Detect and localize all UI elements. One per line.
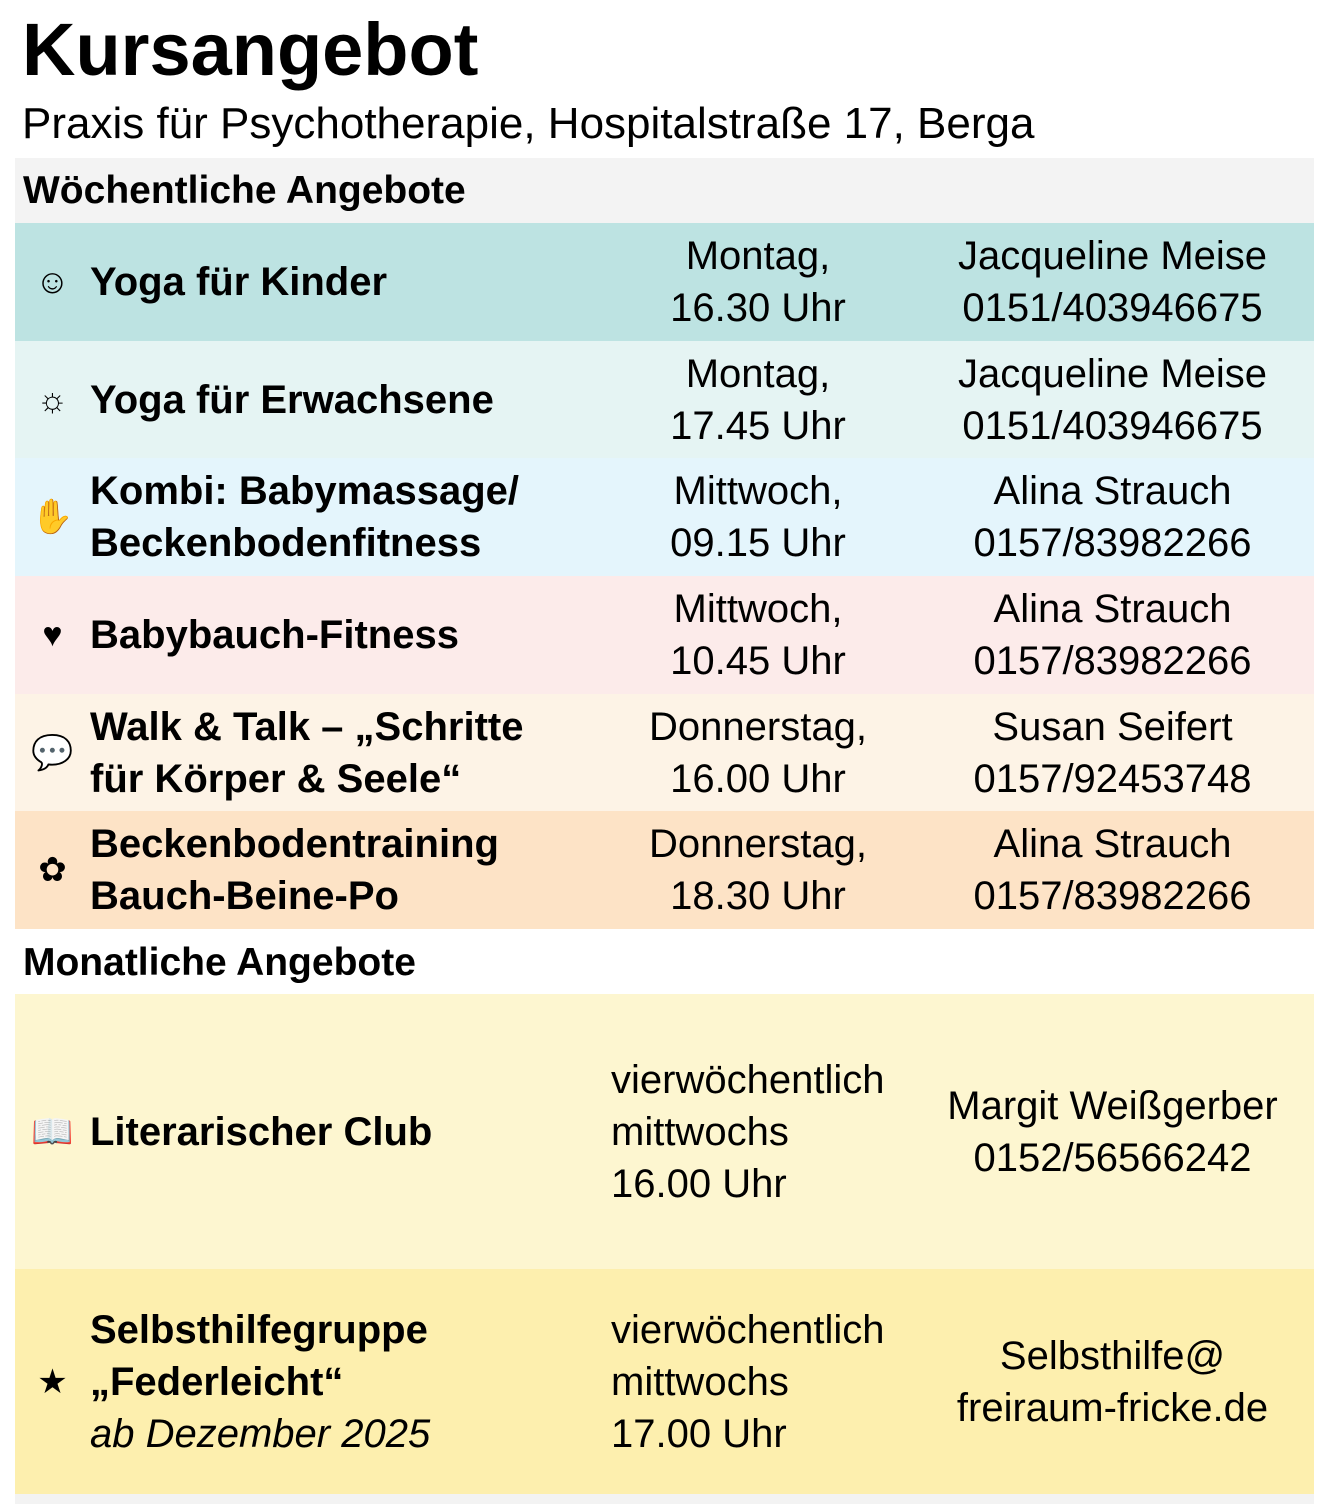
schedule-line: Mittwoch, (673, 469, 843, 514)
contact-line: 0151/403946675 (962, 403, 1263, 448)
page-title: Kursangebot (22, 8, 479, 91)
hand-icon: ✋ (31, 498, 74, 537)
course-schedule (605, 818, 911, 922)
course-schedule (605, 701, 911, 805)
course-name (90, 256, 605, 308)
contact-line: 0157/92453748 (973, 756, 1252, 801)
schedule-line: 17.00 Uhr (611, 1411, 787, 1456)
course-name-line: Babybauch-Fitness (90, 612, 459, 657)
course-name (90, 1106, 605, 1158)
course-name (90, 818, 605, 922)
contact-line: Susan Seifert (992, 704, 1233, 749)
schedule-line: 16.30 Uhr (670, 285, 846, 330)
course-contact (911, 230, 1314, 334)
contact-line: Alina Strauch (993, 822, 1232, 867)
open-book-icon: 📖 (31, 1112, 74, 1151)
course-name-line: für Körper & Seele“ (90, 756, 462, 801)
weekly-courses-table (15, 223, 1314, 929)
schedule-line: Donnerstag, (649, 822, 867, 867)
flower-icon: ✿ (38, 851, 67, 890)
contact-line: freiraum-fricke.de (956, 1385, 1269, 1430)
course-schedule (605, 465, 911, 569)
course-contact (911, 701, 1314, 805)
course-name-line: Beckenbodentraining (90, 822, 499, 867)
course-row (15, 1269, 1314, 1494)
course-schedule (605, 583, 911, 687)
course-name-line: Yoga für Erwachsene (90, 377, 494, 422)
course-schedule (605, 1054, 911, 1210)
contact-line: 0152/56566242 (973, 1135, 1252, 1180)
schedule-line: Montag, (685, 351, 831, 396)
course-row (15, 811, 1314, 929)
course-row (15, 458, 1314, 576)
schedule-line: 09.15 Uhr (670, 521, 846, 566)
schedule-line: 16.00 Uhr (670, 756, 846, 801)
heart-icon: ♥ (42, 615, 63, 654)
course-name (90, 374, 605, 426)
smiley-icon: ☺ (35, 262, 70, 301)
weekly-section-heading: Wöchentliche Angebote (15, 158, 1314, 223)
contact-line: Alina Strauch (993, 469, 1232, 514)
course-note: ab Dezember 2025 (90, 1411, 431, 1456)
schedule-line: Donnerstag, (649, 704, 867, 749)
course-name (90, 701, 605, 805)
star-icon: ★ (37, 1362, 68, 1401)
monthly-courses-table (15, 994, 1314, 1494)
contact-line: Alina Strauch (993, 586, 1232, 631)
contact-line: 0157/83982266 (973, 874, 1252, 919)
course-schedule (605, 348, 911, 452)
course-schedule (605, 1304, 911, 1460)
course-schedule (605, 230, 911, 334)
schedule-line: vierwöchentlich (611, 1307, 885, 1352)
schedule-line: mittwochs (611, 1359, 789, 1404)
course-name-line: „Federleicht“ (90, 1359, 344, 1404)
speech-bubbles-icon: 💬 (31, 733, 74, 772)
course-name-line: Selbsthilfegruppe (90, 1307, 428, 1352)
monthly-section-heading: Monatliche Angebote (15, 930, 1314, 994)
contact-line: Jacqueline Meise (957, 233, 1268, 278)
course-contact (911, 818, 1314, 922)
contact-line: Selbsthilfe@ (999, 1333, 1226, 1378)
course-name-line: Yoga für Kinder (90, 259, 388, 304)
schedule-line: vierwöchentlich (611, 1057, 885, 1102)
course-contact (911, 1080, 1314, 1184)
course-name-line: Walk & Talk – „Schritte (90, 704, 524, 749)
course-contact (911, 1330, 1314, 1434)
schedule-line: 18.30 Uhr (670, 874, 846, 919)
schedule-line: Montag, (685, 233, 831, 278)
course-name-line: Bauch-Beine-Po (90, 874, 399, 919)
contact-line: Jacqueline Meise (957, 351, 1268, 396)
schedule-line: 10.45 Uhr (670, 638, 846, 683)
course-name-line: Beckenbodenfitness (90, 521, 482, 566)
contact-line: Margit Weißgerber (947, 1083, 1278, 1128)
schedule-line: 16.00 Uhr (611, 1161, 787, 1206)
course-contact (911, 348, 1314, 452)
sun-icon: ☼ (36, 380, 69, 419)
page-subtitle: Praxis für Psychotherapie, Hospitalstraße 17, Berga (22, 99, 1035, 148)
schedule-line: Mittwoch, (673, 586, 843, 631)
course-row (15, 223, 1314, 341)
course-name (90, 465, 605, 569)
course-name-line: Kombi: Babymassage/ (90, 469, 520, 514)
course-row (15, 576, 1314, 694)
contact-line: 0157/83982266 (973, 521, 1252, 566)
course-contact (911, 583, 1314, 687)
course-row (15, 994, 1314, 1269)
schedule-line: 17.45 Uhr (670, 403, 846, 448)
bottom-divider (15, 1494, 1314, 1504)
schedule-line: mittwochs (611, 1109, 789, 1154)
course-name-line: Literarischer Club (90, 1109, 433, 1154)
contact-line: 0151/403946675 (962, 285, 1263, 330)
contact-line: 0157/83982266 (973, 638, 1252, 683)
course-name (90, 1304, 605, 1460)
course-contact (911, 465, 1314, 569)
course-row (15, 694, 1314, 812)
course-row (15, 341, 1314, 459)
course-name (90, 609, 605, 661)
